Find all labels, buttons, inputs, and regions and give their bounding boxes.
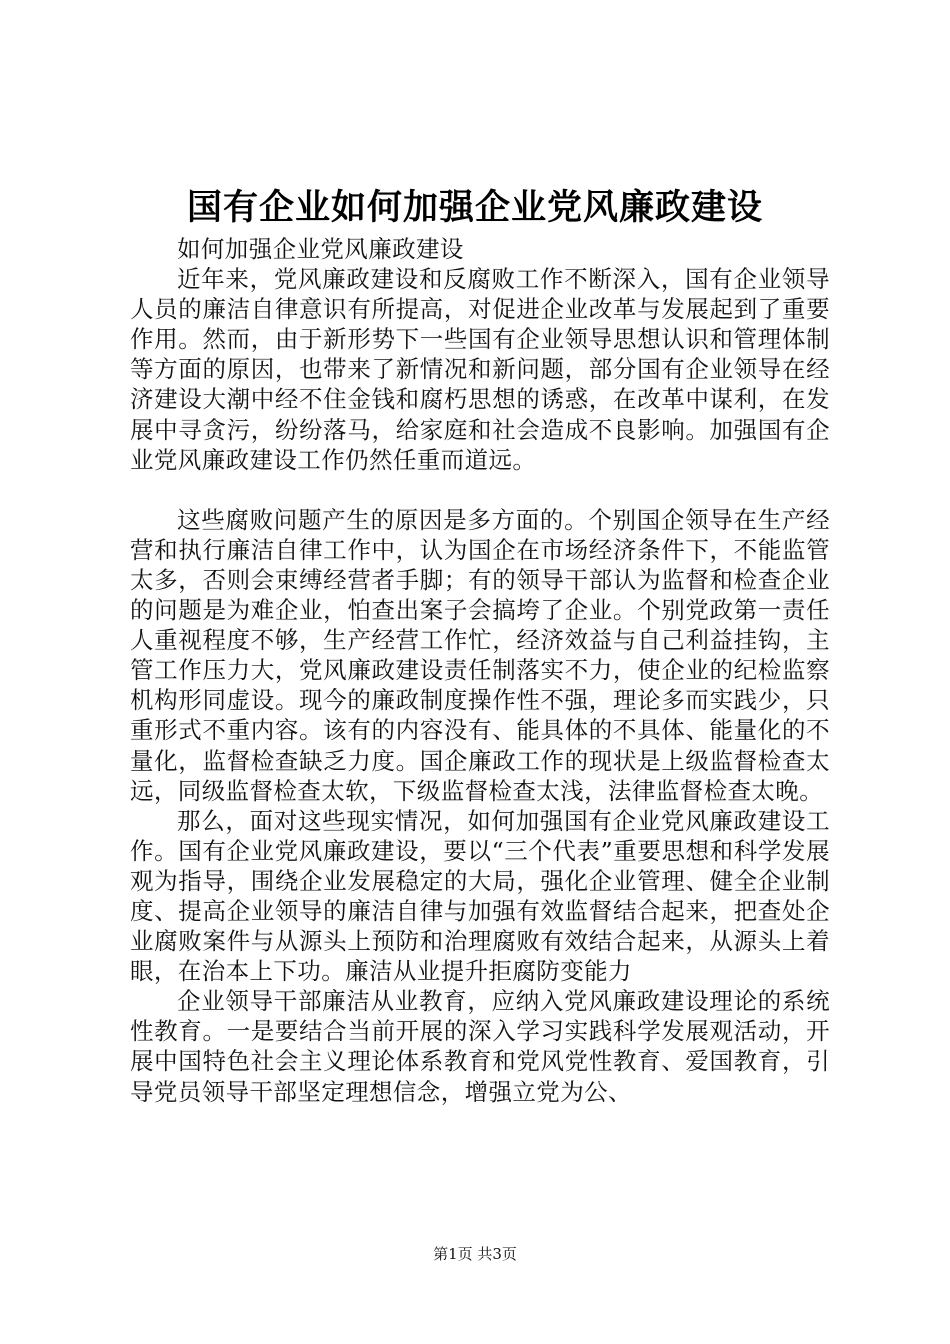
- body-paragraph: 这些腐败问题产生的原因是多方面的。个别国企领导在生产经营和执行廉洁自律工作中，认为国企在市场经济条件下，不能监管太多，否则会束缚经营者手脚；有的领导干部认为监督和检查企业的问题是为难企业，怕查出案子会搞垮了企业。个别党政第一责任人重视程度不够，生产经营工作忙，经济效益与自己利益挂钩，主管工作压力大，党风廉政建设责任制落实不力，使企业的纪检监察机构形同虚设。现今的廉政制度操作性不强，理论多而实践少，只重形式不重内容。该有的内容没有、能具体的不具体、能量化的不量化，监督检查缺乏力度。国企廉政工作的现状是上级监督检查太远，同级监督检查太软，下级监督检查太浅，法律监督检查太晚。: [130, 505, 830, 805]
- body-paragraph: 企业领导干部廉洁从业教育，应纳入党风廉政建设理论的系统性教育。一是要结合当前开展的深入学习实践科学发展观活动，开展中国特色社会主义理论体系教育和党风党性教育、爱国教育，引导党员领导干部坚定理想信念，增强立党为公、: [130, 987, 830, 1106]
- body-paragraph: 近年来，党风廉政建设和反腐败工作不断深入，国有企业领导人员的廉洁自律意识有所提高，对促进企业改革与发展起到了重要作用。然而，由于新形势下一些国有企业领导思想认识和管理体制等方面的原因，也带来了新情况和新问题，部分国有企业领导在经济建设大潮中经不住金钱和腐朽思想的诱惑，在改革中谋利，在发展中寻贪污，纷纷落马，给家庭和社会造成不良影响。加强国有企业党风廉政建设工作仍然任重而道远。: [130, 265, 830, 474]
- subtitle-paragraph: 如何加强企业党风廉政建设: [177, 235, 464, 263]
- page-footer: 第1页 共3页: [433, 1245, 517, 1263]
- body-paragraph: 那么，面对这些现实情况，如何加强国有企业党风廉政建设工作。国有企业党风廉政建设，要以“三个代表”重要思想和科学发展观为指导，围绕企业发展稳定的大局，强化企业管理、健全企业制度、提高企业领导的廉洁自律与加强有效监督结合起来，把查处企业腐败案件与从源头上预防和治理腐败有效结合起来，从源头上着眼，在治本上下功。廉洁从业提升拒腐防变能力: [130, 806, 830, 986]
- document-title: 国有企业如何加强企业党风廉政建设: [186, 187, 763, 228]
- document-body: [130, 234, 830, 1107]
